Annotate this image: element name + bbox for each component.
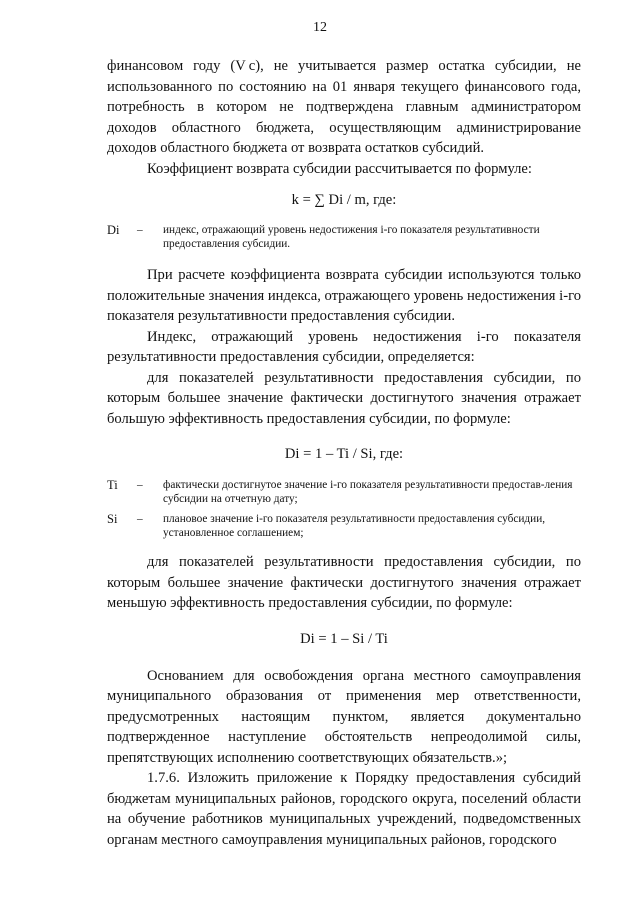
paragraph-item-1-7-6: 1.7.6. Изложить приложение к Порядку предоставления субсидий бюджетам муниципальных районов, городского округа, поселений области на обучение работников муниципальных учреждений, подведомственных органам местного самоуправления муниципальных районов, городского (107, 770, 581, 848)
legend-description: плановое значение i-го показателя результативности предоставления субсидии, установленное соглашением; (163, 513, 546, 539)
page-number: 12 (313, 20, 327, 35)
document-body (107, 56, 581, 850)
legend-description: индекс, отражающий уровень недостижения i-го показателя результативности предоставления субсидии. (163, 224, 540, 250)
paragraph-force-majeure: Основанием для освобождения органа местного самоуправления муниципального образования от применения мер ответственности, предусмотренных настоящим пунктом, является документально подтвержденное наступление обстоятельств непреодолимой силы, препятствующих исполнению соответствующих обязательств.»; (107, 667, 581, 766)
legend-dash: – (137, 479, 143, 491)
paragraph-index-definition: Индекс, отражающий уровень недостижения i-го показателя результативности предоставления субсидии, определяется: (107, 328, 581, 365)
legend-dash: – (137, 513, 143, 525)
legend-symbol: Si (107, 512, 118, 526)
formula-di-1: Di = 1 – Ti / Si, где: (284, 446, 404, 462)
paragraph-greater-better: для показателей результативности предоставления субсидии, по которым большее значение фактически достигнутого значения отражает большую эффективность предоставления субсидии, по формуле: (107, 369, 581, 427)
legend-description: фактически достигнутое значение i-го показателя результативности предостав-ления субсидии на отчетную дату; (163, 479, 573, 505)
legend-di (107, 223, 581, 251)
formula-di-2: Di = 1 – Si / Ti (300, 630, 388, 647)
legend-dash: – (137, 224, 143, 236)
paragraph-continuation: финансовом году (V c), не учитывается размер остатка субсидии, не использованного по состоянию на 01 января текущего финансового года, потребность в котором не подтверждена главным администратором доходов областного бюджета, осуществляющим администрирование доходов областного бюджета от возврата остатков субсидий. (107, 58, 581, 156)
paragraph-coefficient-intro: Коэффициент возврата субсидии рассчитывается по формуле: (147, 160, 532, 177)
legend-ti (107, 478, 581, 506)
legend-symbol: Ti (107, 478, 118, 492)
formula-k: k = ∑ Di / m, где: (291, 192, 397, 208)
legend-si (107, 512, 581, 540)
paragraph-greater-worse: для показателей результативности предоставления субсидии, по которым большее значение фактически достигнутого значения отражает меньшую эффективность предоставления субсидии, по формуле: (107, 554, 581, 611)
paragraph-positive-values: При расчете коэффициента возврата субсидии используются только положительные значения индекса, отражающего уровень недостижения i-го показателя результативности предоставления субсидии. (107, 267, 581, 324)
legend-symbol: Di (107, 223, 120, 237)
